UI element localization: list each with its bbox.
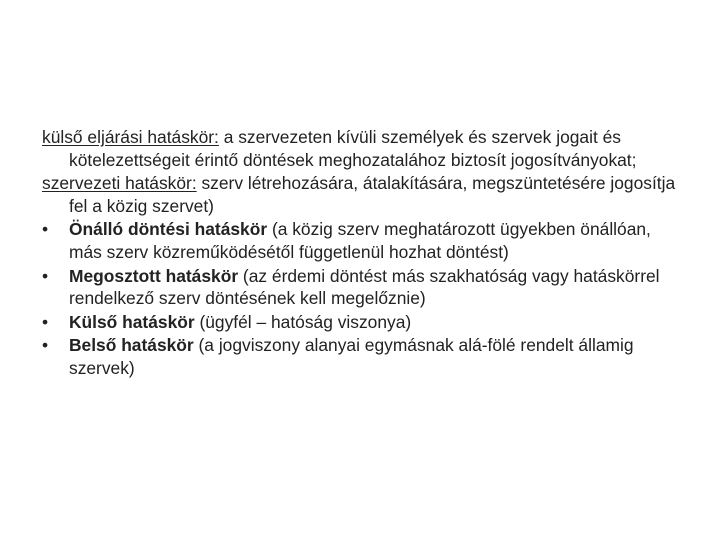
slide-text-body <box>42 126 682 381</box>
paragraph-external-procedural-competence <box>42 126 682 171</box>
definition-organizational-competence: szerv létrehozására, átalakítására, megszüntetésére jogosítja fel a közig szervet) <box>69 173 676 216</box>
bullet-term: Önálló döntési hatáskör <box>69 219 268 240</box>
bullet-item-internal-competence <box>42 334 682 379</box>
bullet-icon: • <box>42 335 49 356</box>
bullet-icon: • <box>42 265 49 286</box>
bullet-item-external-competence <box>42 311 682 334</box>
term-external-procedural-competence: külső eljárási hatáskör: <box>42 127 219 147</box>
bullet-term: Megosztott hatáskör <box>69 265 239 286</box>
bullet-item-independent-competence <box>42 218 682 263</box>
bullet-text: (ügyfél – hatóság viszonya) <box>194 311 412 332</box>
bullet-text: (az érdemi döntést más szakhatóság vagy hatáskörrel rendelkező szerv döntésének kell megelőznie) <box>69 265 660 309</box>
paragraph-organizational-competence <box>42 172 682 217</box>
term-organizational-competence: szervezeti hatáskör: <box>42 173 197 194</box>
bullet-icon: • <box>42 311 49 332</box>
bullet-icon: • <box>42 219 49 240</box>
bullet-term: Külső hatáskör <box>69 311 195 332</box>
definition-external-procedural-competence: a szervezeten kívüli személyek és szervek jogait és kötelezettségeit érintő döntések meghozatalához biztosít jogosítványokat; <box>69 127 637 170</box>
bullet-term: Belső hatáskör <box>69 335 194 356</box>
bullet-item-shared-competence <box>42 265 682 310</box>
bullet-text: (a jogviszony alanyai egymásnak alá-fölé rendelt államig szervek) <box>69 335 634 378</box>
bullet-text: (a közig szerv meghatározott ügyekben önállóan, más szerv közreműködésétől függetlenül hozhat döntést) <box>69 219 651 262</box>
